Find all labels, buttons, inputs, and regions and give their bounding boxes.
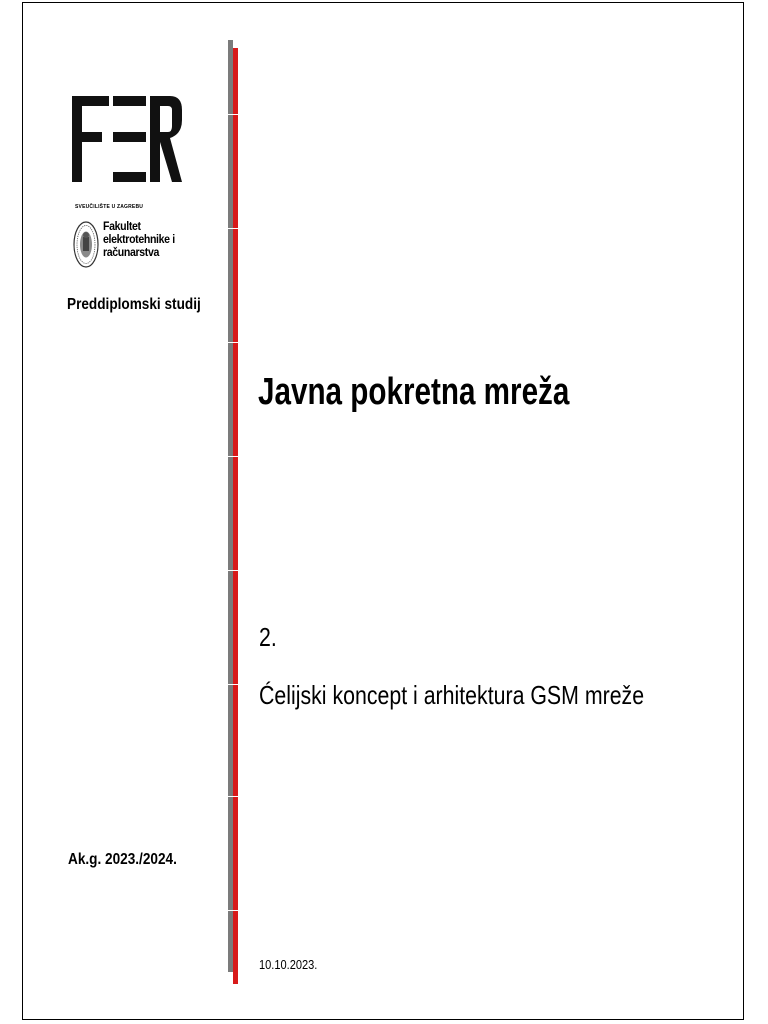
bar-divider [228,910,238,911]
university-name: SVEUČILIŠTE U ZAGREBU [75,204,144,210]
bar-divider [228,570,238,571]
bar-divider [228,456,238,457]
bar-divider [228,114,238,115]
document-date: 10.10.2023. [259,957,318,972]
lecture-number: 2. [259,622,277,652]
bar-divider [228,342,238,343]
course-title: Javna pokretna mreža [258,371,570,413]
study-level: Preddiplomski studij [67,296,201,313]
lecture-title: Ćelijski koncept i arhitektura GSM mreže [259,680,645,710]
academic-year: Ak.g. 2023./2024. [68,851,177,868]
bar-divider [228,228,238,229]
accent-bar-red [233,48,238,984]
university-seal-icon [73,221,99,268]
bar-divider [228,684,238,685]
fer-logo [72,96,182,182]
faculty-name: Fakultet elektrotehnike i računarstva [103,219,175,259]
bar-divider [228,796,238,797]
